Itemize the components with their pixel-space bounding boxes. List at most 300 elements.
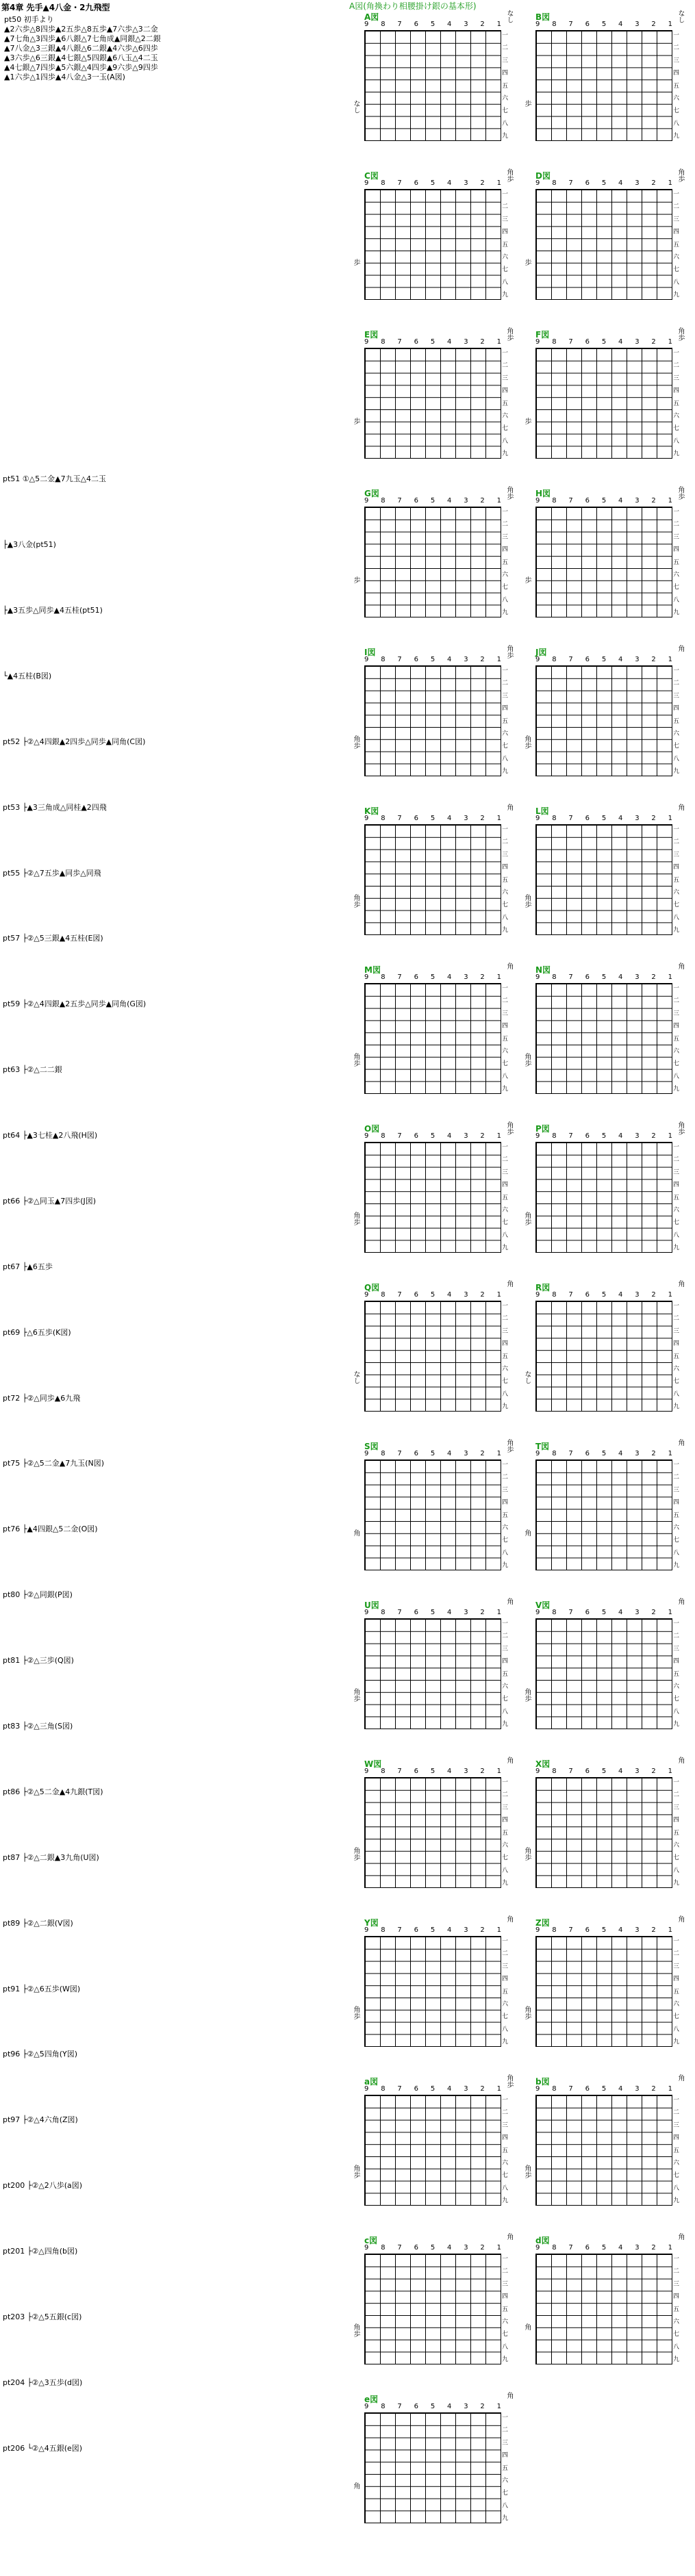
file-label: 1	[668, 1768, 672, 1775]
tree-line: pt97 ├②△4六角(Z図)	[3, 2115, 78, 2125]
gote-hand: 角	[677, 1598, 684, 1605]
file-label: 3	[635, 1450, 640, 1457]
file-label: 1	[496, 973, 501, 981]
rank-label: 二	[502, 2109, 509, 2117]
file-label: 4	[447, 1926, 452, 1934]
shogi-board	[520, 1440, 685, 1577]
shogi-board	[349, 1440, 514, 1577]
rank-labels	[502, 30, 508, 140]
rank-label: 六	[673, 889, 680, 896]
sente-hand: 角歩	[352, 735, 359, 749]
rank-labels	[673, 1459, 679, 1569]
rank-label: 二	[502, 1315, 509, 1323]
file-label: 6	[414, 1768, 418, 1775]
file-labels	[535, 1450, 672, 1457]
rank-label: 五	[502, 1353, 509, 1360]
gote-hand: 角	[677, 1280, 684, 1287]
rank-label: 七	[673, 902, 680, 909]
rank-label: 四	[502, 2293, 509, 2301]
rank-label: 六	[673, 1365, 680, 1373]
rank-label: 八	[502, 914, 509, 921]
rank-label: 四	[673, 1499, 680, 1507]
rank-label: 四	[502, 2452, 509, 2460]
file-label: 5	[601, 973, 607, 981]
gote-hand: 角	[505, 1598, 513, 1605]
rank-label: 一	[673, 1938, 680, 1945]
rank-label: 六	[502, 412, 509, 420]
board-grid	[364, 1459, 501, 1570]
file-label: 3	[635, 815, 640, 822]
tree-line: pt206 └②△4五銀(e図)	[3, 2443, 83, 2453]
board-label: R図	[535, 1283, 551, 1292]
file-label: 1	[496, 1768, 501, 1775]
file-label: 9	[364, 815, 369, 822]
file-label: 1	[668, 1450, 672, 1457]
file-label: 6	[585, 179, 590, 187]
rank-label: 一	[502, 667, 509, 674]
file-label: 4	[447, 1609, 452, 1616]
rank-label: 三	[502, 216, 509, 223]
file-label: 9	[364, 497, 369, 505]
rank-label: 五	[502, 2306, 509, 2313]
sente-hand: 角歩	[523, 2006, 531, 2019]
rank-labels	[502, 2412, 508, 2522]
file-label: 1	[496, 338, 501, 346]
file-label: 5	[601, 497, 607, 505]
file-label: 1	[668, 1132, 672, 1140]
file-label: 2	[480, 2244, 485, 2252]
rank-labels	[673, 2254, 679, 2363]
file-label: 8	[552, 1132, 557, 1140]
tree-line: pt52 ├②△4四銀▲2四歩△同歩▲同角(C図)	[3, 737, 146, 746]
file-label: 5	[430, 2403, 435, 2410]
rank-label: 五	[502, 82, 509, 90]
rank-label: 八	[673, 596, 680, 604]
file-label: 2	[480, 2403, 485, 2410]
shogi-board	[349, 2234, 514, 2371]
file-labels	[364, 1609, 501, 1616]
rank-label: 七	[502, 743, 509, 750]
file-label: 7	[568, 1291, 573, 1299]
rank-label: 九	[502, 1245, 509, 1251]
rank-label: 一	[502, 1938, 509, 1945]
rank-label: 八	[673, 2343, 680, 2351]
rank-label: 四	[673, 1182, 680, 1189]
board-grid	[535, 1936, 672, 2047]
file-label: 3	[635, 338, 640, 346]
rank-label: 一	[673, 985, 680, 992]
rank-label: 三	[502, 1327, 509, 1335]
shogi-board	[520, 1281, 685, 1418]
file-label: 6	[414, 2085, 418, 2093]
file-label: 2	[651, 1450, 656, 1457]
file-labels	[535, 1926, 672, 1934]
file-label: 3	[464, 2403, 468, 2410]
rank-labels	[502, 1142, 508, 1251]
tree-line: pt59 ├②△4四銀▲2五歩△同歩▲同角(G図)	[3, 999, 147, 1009]
rank-label: 二	[673, 2109, 680, 2117]
shogi-board	[349, 170, 514, 307]
file-label: 6	[585, 973, 590, 981]
sente-hand: 歩	[523, 259, 531, 266]
file-label: 5	[430, 179, 435, 187]
rank-label: 六	[673, 94, 680, 102]
file-label: 4	[618, 1768, 623, 1775]
file-label: 1	[668, 1926, 672, 1934]
file-label: 9	[364, 21, 369, 28]
rank-label: 六	[502, 1365, 509, 1373]
file-label: 8	[381, 1768, 386, 1775]
file-label: 4	[618, 497, 623, 505]
file-labels	[535, 21, 672, 28]
rank-label: 三	[673, 2121, 680, 2129]
rank-label: 八	[502, 755, 509, 763]
board-grid	[364, 2412, 501, 2523]
file-label: 8	[552, 1926, 557, 1934]
file-label: 3	[464, 1132, 468, 1140]
rank-label: 一	[673, 1779, 680, 1786]
shogi-board	[349, 11, 514, 148]
move-tree-panel	[0, 0, 342, 2576]
rank-label: 九	[673, 1403, 680, 1410]
file-label: 8	[552, 2244, 557, 2252]
rank-label: 八	[502, 1073, 509, 1080]
sente-hand: 角歩	[352, 1688, 359, 1702]
file-label: 5	[601, 1132, 607, 1140]
sente-hand: 歩	[352, 576, 359, 583]
shogi-board	[349, 2393, 514, 2530]
rank-label: 六	[502, 1524, 509, 1531]
file-label: 9	[535, 497, 540, 505]
board-label: A図	[364, 12, 379, 22]
board-grid	[535, 665, 672, 776]
rank-labels	[673, 30, 679, 140]
rank-labels	[673, 824, 679, 934]
rank-label: 七	[502, 1219, 509, 1227]
file-labels	[364, 179, 501, 187]
rank-label: 七	[673, 584, 680, 591]
rank-label: 二	[502, 1474, 509, 1481]
rank-label: 五	[502, 1035, 509, 1043]
rank-label: 九	[502, 1721, 509, 1728]
file-labels	[535, 338, 672, 346]
file-label: 5	[601, 656, 607, 663]
gote-hand: 角	[677, 2074, 684, 2081]
rank-label: 九	[673, 292, 680, 298]
file-label: 1	[668, 1291, 672, 1299]
file-label: 4	[447, 1291, 452, 1299]
file-label: 6	[585, 1450, 590, 1457]
rank-label: 六	[502, 94, 509, 102]
rank-label: 六	[673, 1841, 680, 1849]
tree-line: ▲1六歩△1四歩▲4八金△3一玉(A図)	[4, 73, 125, 81]
rank-label: 一	[673, 2256, 680, 2262]
file-label: 4	[447, 2085, 452, 2093]
file-label: 1	[496, 815, 501, 822]
file-label: 3	[635, 973, 640, 981]
board-label: J図	[535, 648, 547, 657]
board-grid	[364, 1936, 501, 2047]
file-label: 3	[635, 179, 640, 187]
rank-label: 一	[673, 32, 680, 39]
rank-label: 一	[673, 826, 680, 833]
file-label: 4	[618, 21, 623, 28]
gote-hand: 角	[505, 1757, 513, 1763]
file-label: 3	[464, 338, 468, 346]
file-label: 8	[552, 497, 557, 505]
file-label: 3	[464, 1450, 468, 1457]
shogi-board	[520, 2234, 685, 2371]
board-label: L図	[535, 806, 549, 816]
file-label: 8	[381, 815, 386, 822]
rank-label: 六	[673, 2159, 680, 2167]
file-label: 9	[535, 815, 540, 822]
file-label: 4	[447, 21, 452, 28]
file-labels	[364, 973, 501, 981]
board-label: S図	[364, 1442, 379, 1451]
sente-hand: 角歩	[352, 1053, 359, 1067]
rank-label: 六	[502, 889, 509, 896]
gote-hand: 角歩	[677, 168, 684, 182]
file-label: 3	[635, 1291, 640, 1299]
file-label: 2	[651, 656, 656, 663]
rank-label: 二	[502, 2427, 509, 2434]
file-label: 1	[496, 179, 501, 187]
rank-label: 七	[673, 743, 680, 750]
tree-line: pt203 ├②△5五銀(c図)	[3, 2312, 82, 2321]
rank-label: 四	[673, 1340, 680, 1348]
rank-labels	[502, 507, 508, 616]
rank-label: 五	[502, 717, 509, 725]
file-label: 7	[568, 973, 573, 981]
rank-label: 三	[502, 851, 509, 858]
file-label: 7	[568, 2085, 573, 2093]
gote-hand: 角歩	[677, 1121, 684, 1135]
rank-labels	[502, 1936, 508, 2045]
shogi-board	[349, 964, 514, 1101]
rank-label: 七	[673, 1378, 680, 1386]
file-label: 8	[552, 2085, 557, 2093]
file-label: 5	[601, 2244, 607, 2252]
rank-label: 五	[673, 2147, 680, 2154]
tree-line: ▲4七銀△7四歩▲5六銀△4四歩▲9六歩△9四歩	[4, 63, 158, 72]
rank-label: 七	[502, 425, 509, 433]
tree-line: pt53 ├▲3三角成△同桂▲2四飛	[3, 802, 107, 812]
rank-label: 八	[502, 1549, 509, 1557]
board-label: a図	[364, 2077, 379, 2087]
file-label: 6	[585, 1768, 590, 1775]
rank-label: 八	[673, 120, 680, 127]
rank-label: 九	[673, 133, 680, 140]
sente-hand: 角歩	[352, 1847, 359, 1861]
file-label: 1	[668, 973, 672, 981]
file-label: 3	[464, 179, 468, 187]
file-labels	[364, 1926, 501, 1934]
shogi-board	[520, 11, 685, 148]
rank-labels	[502, 983, 508, 1093]
rank-label: 六	[673, 253, 680, 261]
rank-label: 九	[502, 609, 509, 616]
rank-labels	[673, 665, 679, 775]
sente-hand: 角	[523, 1529, 531, 1536]
file-label: 8	[381, 1132, 386, 1140]
tree-line: pt50 初手より	[4, 15, 54, 24]
file-label: 2	[651, 2085, 656, 2093]
rank-label: 七	[673, 1854, 680, 1862]
rank-label: 九	[673, 2197, 680, 2204]
rank-label: 三	[502, 1804, 509, 1811]
file-label: 9	[364, 2085, 369, 2093]
file-label: 3	[464, 973, 468, 981]
tree-line: pt91 ├②△6五歩(W図)	[3, 1984, 81, 1993]
board-grid	[535, 2095, 672, 2206]
file-label: 5	[601, 1450, 607, 1457]
file-label: 6	[585, 2085, 590, 2093]
gote-hand: 角歩	[505, 486, 513, 500]
rank-label: 三	[502, 692, 509, 700]
sente-hand: 角	[352, 2482, 359, 2489]
file-label: 1	[496, 1609, 501, 1616]
rank-label: 六	[502, 2159, 509, 2167]
board-label: X図	[535, 1759, 551, 1769]
file-label: 5	[430, 338, 435, 346]
sente-hand: 角	[523, 2323, 531, 2330]
file-labels	[535, 1609, 672, 1616]
file-labels	[364, 2403, 501, 2410]
rank-label: 六	[673, 2318, 680, 2325]
file-label: 8	[552, 656, 557, 663]
file-label: 8	[381, 2244, 386, 2252]
boards-panel	[349, 0, 695, 2576]
shogi-board	[349, 1123, 514, 1260]
file-label: 5	[601, 1768, 607, 1775]
file-label: 2	[480, 973, 485, 981]
file-label: 5	[601, 1609, 607, 1616]
file-label: 7	[397, 2244, 402, 2252]
file-label: 2	[651, 21, 656, 28]
file-label: 9	[535, 1609, 540, 1616]
gote-hand: なし	[677, 10, 684, 23]
gote-hand: 角	[677, 1439, 684, 1446]
file-label: 9	[364, 1132, 369, 1140]
file-labels	[364, 656, 501, 663]
file-label: 5	[430, 497, 435, 505]
rank-label: 八	[502, 2184, 509, 2192]
board-label: H図	[535, 489, 551, 498]
board-label: Z図	[535, 1918, 550, 1928]
gote-hand: 角歩	[505, 645, 513, 659]
gote-hand: 角歩	[677, 327, 684, 341]
file-label: 7	[568, 656, 573, 663]
gote-hand: なし	[505, 10, 513, 23]
file-label: 9	[364, 1926, 369, 1934]
rank-label: 三	[502, 1645, 509, 1653]
rank-label: 九	[502, 2515, 509, 2522]
file-label: 1	[496, 497, 501, 505]
tree-line: └▲4五桂(B図)	[3, 671, 52, 680]
rank-label: 九	[502, 2039, 509, 2045]
file-label: 1	[668, 1609, 672, 1616]
board-label: F図	[535, 330, 550, 340]
file-labels	[364, 21, 501, 28]
board-label: U図	[364, 1601, 379, 1610]
rank-label: 三	[502, 1010, 509, 1017]
tree-line: pt57 ├②△5三銀▲4五桂(E図)	[3, 934, 103, 943]
file-label: 9	[535, 973, 540, 981]
rank-label: 五	[673, 559, 680, 566]
rank-label: 五	[673, 1829, 680, 1837]
file-label: 2	[651, 1291, 656, 1299]
file-label: 2	[651, 338, 656, 346]
rank-label: 八	[502, 1867, 509, 1874]
file-label: 7	[397, 338, 402, 346]
file-label: 2	[651, 1926, 656, 1934]
board-label: V図	[535, 1601, 551, 1610]
rank-label: 一	[502, 1144, 509, 1151]
board-grid	[364, 1301, 501, 1412]
rank-label: 四	[673, 705, 680, 713]
file-label: 2	[480, 338, 485, 346]
file-label: 1	[496, 2244, 501, 2252]
board-grid	[364, 1777, 501, 1888]
shogi-board	[520, 646, 685, 783]
board-grid	[535, 983, 672, 1094]
rank-label: 六	[673, 571, 680, 578]
board-label: E図	[364, 330, 379, 340]
file-label: 1	[496, 2403, 501, 2410]
rank-label: 九	[673, 2039, 680, 2045]
gote-hand: 角	[505, 1915, 513, 1922]
file-label: 9	[364, 338, 369, 346]
file-label: 8	[552, 973, 557, 981]
rank-label: 七	[673, 1060, 680, 1068]
file-label: 9	[535, 338, 540, 346]
rank-labels	[673, 507, 679, 616]
rank-label: 三	[502, 1963, 509, 1970]
shogi-board	[349, 1599, 514, 1736]
file-label: 9	[535, 656, 540, 663]
rank-label: 七	[502, 2331, 509, 2338]
file-labels	[364, 2244, 501, 2252]
rank-label: 四	[502, 1182, 509, 1189]
file-label: 7	[568, 21, 573, 28]
file-label: 8	[381, 179, 386, 187]
rank-label: 一	[673, 667, 680, 674]
rank-label: 三	[502, 1486, 509, 1494]
rank-label: 五	[673, 1353, 680, 1360]
file-label: 5	[430, 2085, 435, 2093]
rank-label: 一	[673, 1620, 680, 1627]
rank-label: 七	[502, 266, 509, 274]
board-grid	[364, 2254, 501, 2364]
rank-labels	[502, 1459, 508, 1569]
file-labels	[364, 1291, 501, 1299]
rank-label: 五	[673, 1512, 680, 1519]
tree-line: pt51 ①△5二金▲7九玉△4二玉	[3, 474, 107, 484]
file-label: 7	[568, 1926, 573, 1934]
sente-hand: 歩	[523, 418, 531, 424]
file-label: 8	[381, 656, 386, 663]
rank-label: 五	[502, 2147, 509, 2154]
rank-label: 六	[673, 2000, 680, 2008]
file-labels	[364, 815, 501, 822]
file-label: 6	[414, 338, 418, 346]
file-label: 7	[397, 179, 402, 187]
tree-line: pt69 ├△6五歩(K図)	[3, 1327, 71, 1337]
rank-label: 五	[673, 2306, 680, 2313]
board-grid	[535, 1459, 672, 1570]
gote-hand: 角	[677, 962, 684, 969]
